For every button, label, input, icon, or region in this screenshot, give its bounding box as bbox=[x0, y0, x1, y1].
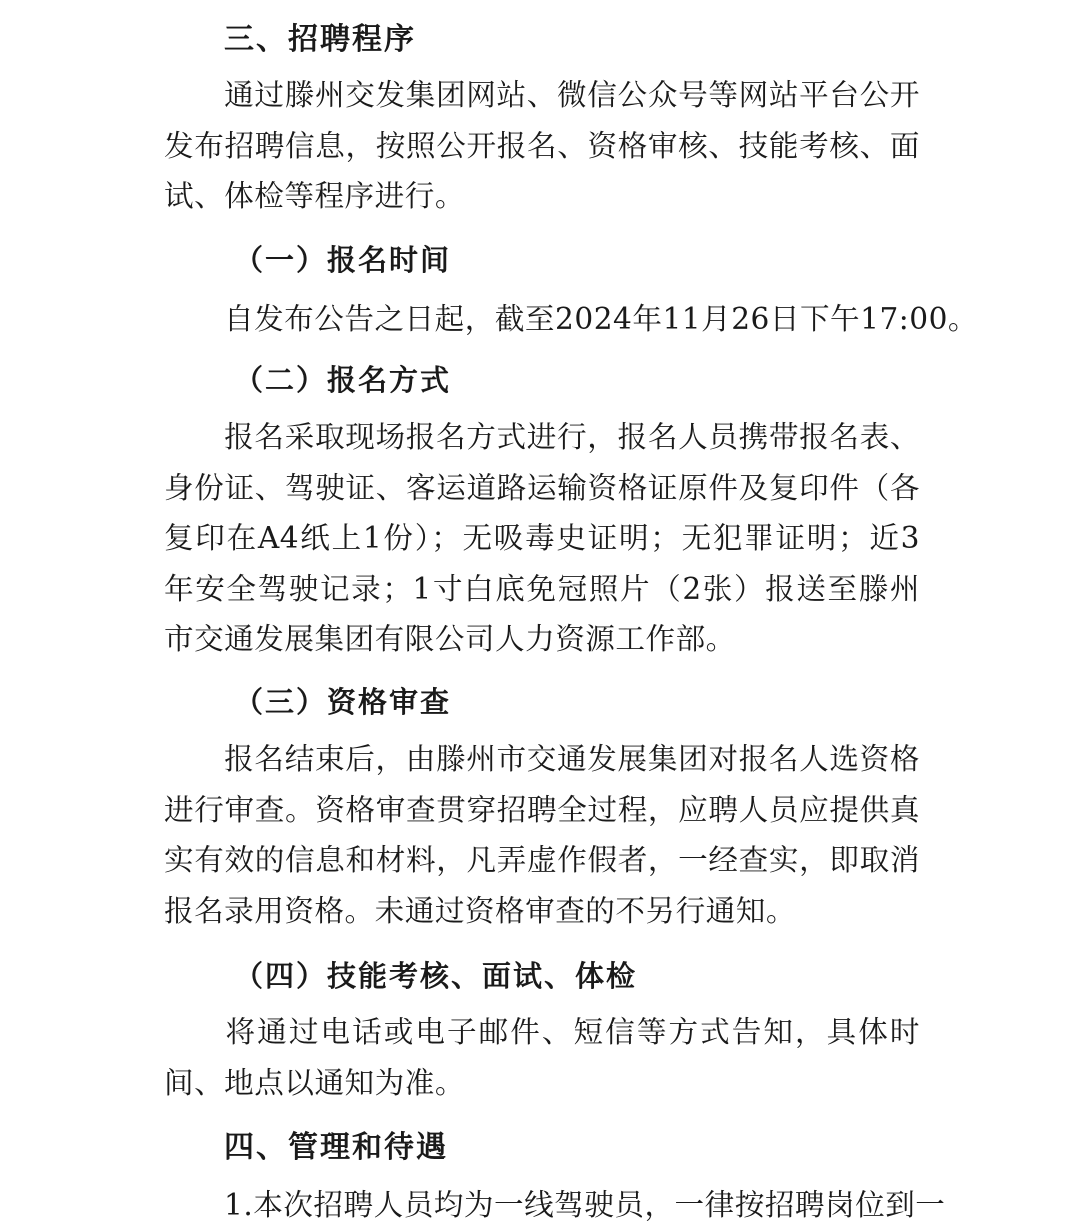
subheading-registration-method: （二）报名方式 bbox=[234, 363, 452, 397]
paragraph-qualification-review bbox=[164, 734, 920, 936]
paragraph-text: 报名结束后，由滕州市交通发展集团对报名人选资格进行审查。资格审查贯穿招聘全过程，应聘人员应提供真实有效的信息和材料，凡弄虚作假者，一经查实，即取消报名录用资格。未通过资格审查的不另行通知。 bbox=[164, 742, 920, 928]
paragraph-notification bbox=[164, 1007, 920, 1108]
paragraph-text: 通过滕州交发集团网站、微信公众号等网站平台公开发布招聘信息，按照公开报名、资格审核、技能考核、面试、体检等程序进行。 bbox=[164, 78, 920, 213]
subheading-registration-time: （一）报名时间 bbox=[234, 243, 452, 277]
paragraph-registration-time: 自发布公告之日起，截至2024年11月26日下午17:00。 bbox=[224, 302, 979, 336]
paragraph-registration-method bbox=[164, 412, 920, 665]
section-heading-recruitment-procedure: 三、招聘程序 bbox=[224, 22, 416, 57]
paragraph-text: 报名采取现场报名方式进行，报名人员携带报名表、身份证、驾驶证、客运道路运输资格证原件及复印件（各复印在A4纸上1份）；无吸毒史证明；无犯罪证明；近3年安全驾驶记录；1寸白底免冠照片（2张）报送至滕州市交通发展集团有限公司人力资源工作部。 bbox=[164, 420, 920, 656]
paragraph-text: 将通过电话或电子邮件、短信等方式告知，具体时间、地点以通知为准。 bbox=[164, 1015, 920, 1100]
section-heading-management-benefits: 四、管理和待遇 bbox=[224, 1130, 448, 1165]
paragraph-item-1: 1.本次招聘人员均为一线驾驶员，一律按招聘岗位到一 bbox=[224, 1188, 946, 1222]
subheading-skills-interview-medical: （四）技能考核、面试、体检 bbox=[234, 959, 638, 993]
subheading-qualification-review: （三）资格审查 bbox=[234, 685, 452, 719]
paragraph-recruitment-intro bbox=[164, 70, 920, 222]
